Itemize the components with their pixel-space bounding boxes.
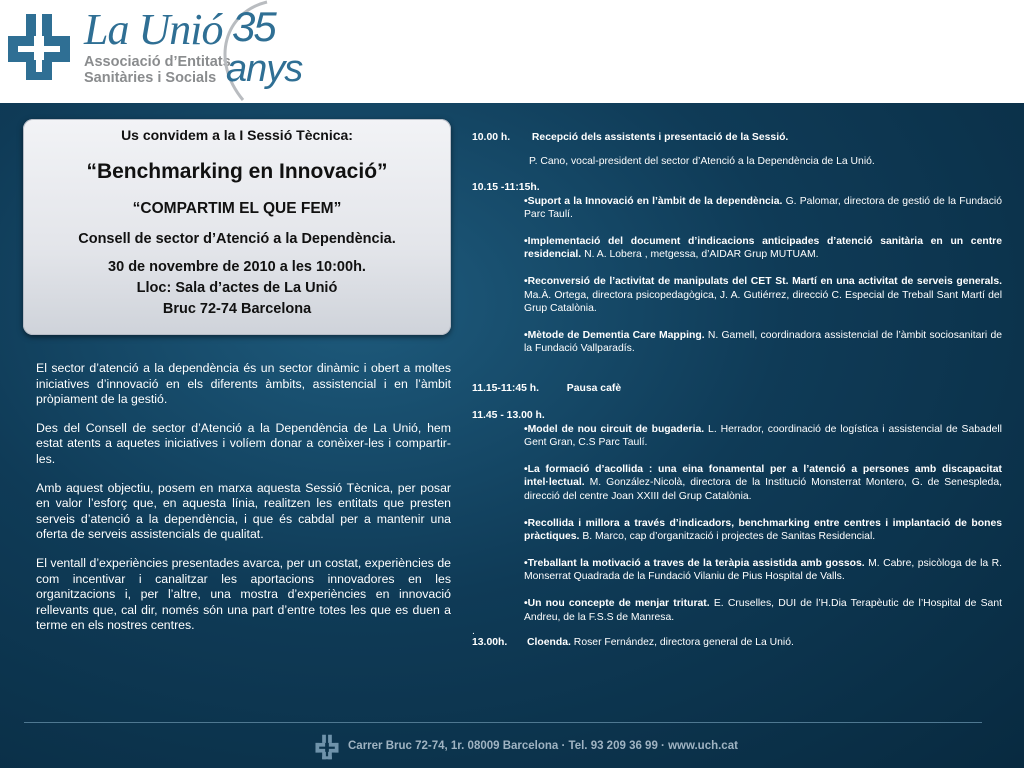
agenda-slot-header	[472, 131, 1002, 145]
item-title: •Model de nou circuit de bugaderia.	[524, 423, 705, 435]
intro-paragraph: El sector d’atenció a la dependència és un sector dinàmic i obert a moltes iniciatives d’innovació en els diferents àmbits, assistencial i en l’àmbit pròpiament de la gestió.	[36, 361, 451, 407]
invitation-title: “Benchmarking en Innovació”	[86, 160, 388, 183]
closing-dot: .	[472, 626, 475, 637]
slot-time: 11.15-11:45 h.	[472, 383, 540, 394]
header	[0, 0, 1024, 103]
agenda-item	[472, 597, 1002, 624]
brand-subtitle-line-2: Sanitàries i Socials	[84, 70, 217, 86]
item-title: •Suport a la Innovació en l’àmbit de la dependència.	[524, 195, 783, 207]
agenda-item	[472, 557, 1002, 584]
slot-title: Recepció dels assistents i presentació de la Sessió.	[531, 132, 789, 143]
item-speaker: N. Gamell, coordinadora assistencial de l’àmbit sociosanitari de la Fundació Vallparadís.	[524, 329, 1002, 355]
slot-title: Pausa cafè	[566, 383, 622, 394]
item-speaker: B. Marco, cap d’organització i projectes de Sanitas Residencial.	[579, 531, 876, 543]
brand-subtitle-line-1: Associació d’Entitats	[84, 54, 231, 70]
item-speaker: G. Palomar, directora de gestió de la Fundació Parc Taulí.	[524, 195, 1002, 221]
brand-name: La Unió	[84, 5, 223, 54]
item-speaker: E. Cruselles, DUI de l’H.Dia Terapèutic de l’Hospital de Sant Andreu, de la F.S.S de Manresa.	[524, 597, 1002, 623]
intro-paragraph: El ventall d’experiències presentades avarca, per un costat, experiències de com incentivar i canalitzar les aportacions innovadores en les organitzacions i, per l’altre, una mostra d’experiències en innovació rellevants que, cal dir, només són una part d’entre totes les que es duen a terme en els nostres centres.	[36, 555, 451, 633]
item-speaker: M. Cabre, psicòloga de la R. Monserrat Quadrada de la Fundació Vilaniu de Pius Hospital de Valls.	[524, 557, 1002, 583]
item-speaker: N. A. Lobera , metgessa, d’AIDAR Grup MUTUAM.	[581, 249, 819, 261]
item-title: •Un nou concepte de menjar triturat.	[524, 597, 710, 609]
invitation-date: 30 de novembre de 2010 a les 10:00h.	[108, 259, 366, 275]
la-unio-small-logo-icon	[314, 733, 340, 761]
item-title: •Mètode de Dementia Care Mapping.	[524, 329, 705, 341]
agenda-slot-first-block	[472, 181, 1002, 356]
item-title: •Implementació del document d’indicacions anticipades d’atenció sanitària en un centre residencial.	[524, 235, 1002, 261]
agenda-item	[472, 195, 1002, 222]
agenda-item	[472, 517, 1002, 544]
agenda-item	[472, 235, 1002, 262]
invitation-council: Consell de sector d’Atenció a la Dependència.	[78, 231, 396, 247]
invitation-box	[23, 119, 451, 335]
invitation-address: Bruc 72-74 Barcelona	[162, 301, 312, 317]
footer-divider	[24, 722, 982, 723]
agenda-slot-break	[472, 382, 1002, 396]
agenda-slot-closing	[472, 628, 1002, 650]
item-title: •Reconversió de l’activitat de manipulats del CET St. Martí en una activitat de serveis generals.	[524, 275, 1002, 287]
item-title: •La formació d’acollida : una eina fonamental per a l’atenció a persones amb discapacitat intel·lectual.	[524, 463, 1002, 489]
agenda-slot-header	[472, 636, 1002, 650]
agenda-slot-reception	[472, 131, 1002, 168]
item-title: •Treballant la motivació a traves de la teràpia assistida amb gossos.	[524, 557, 865, 569]
slot-time: 10.00 h.	[472, 132, 511, 143]
agenda-item	[472, 423, 1002, 450]
slot-time: 11.45 - 13.00 h.	[472, 410, 545, 421]
slot-title: Cloenda.	[527, 637, 571, 648]
anniversary-number: 35	[232, 3, 275, 50]
slot-speaker: Roser Fernández, directora general de La Unió.	[570, 637, 794, 648]
invitation-intro: Us convidem a la I Sessió Tècnica:	[121, 127, 353, 143]
item-speaker: Ma.À. Ortega, directora psicopedagògica, J. A. Gutiérrez, direcció C. Especial de Treball Sant Martí del Grup Catalònia.	[524, 289, 1002, 315]
item-speaker: L. Herrador, coordinació de logística i assistencial de Sabadell Gent Gran, C.S Parc Taulí.	[524, 423, 1002, 449]
agenda-item	[472, 275, 1002, 316]
slot-detail: P. Cano, vocal-president del sector d’Atenció a la Dependència de La Unió.	[529, 155, 875, 167]
invitation-place: Lloc: Sala d’actes de La Unió	[136, 280, 338, 296]
slot-time: 10.15 -11:15h.	[472, 182, 540, 193]
intro-text	[36, 361, 451, 647]
agenda-slot-second-block	[472, 409, 1002, 624]
intro-paragraph: Des del Consell de sector d’Atenció a la Dependència de La Unió, hem estat atents a aquetes iniciatives i volíem donar a conèixer-les i compartir-les.	[36, 420, 451, 466]
slot-time: 13.00h.	[472, 637, 508, 648]
intro-paragraph: Amb aquest objectiu, posem en marxa aquesta Sessió Tècnica, per posar en valor l’esforç que, en aquesta línia, realitzen les entitats que presten serveis d’atenció a la dependència, i que és cabdal per a mantenir una oferta de serveis assistencials de qualitat.	[36, 480, 451, 542]
item-speaker: M. González-Nicolà, directora de la Institució Monsterrat Montero, G. de Senespleda, direcció del centre Joan XXIII del Grup Catalònia.	[524, 477, 1002, 502]
invitation-motto: “COMPARTIM EL QUE FEM”	[132, 200, 342, 217]
anniversary-word: anys	[226, 48, 303, 90]
main-panel	[0, 103, 1024, 768]
agenda-item	[472, 329, 1002, 356]
agenda-item	[472, 463, 1002, 504]
footer-address: Carrer Bruc 72-74, 1r. 08009 Barcelona · Tel. 93 209 36 99 · www.uch.cat	[348, 740, 738, 752]
item-title: •Recollida i millora a través d’indicadors, benchmarking entre centres i implantació de bones pràctiques.	[524, 517, 1002, 543]
la-unio-logo-icon	[4, 10, 74, 84]
